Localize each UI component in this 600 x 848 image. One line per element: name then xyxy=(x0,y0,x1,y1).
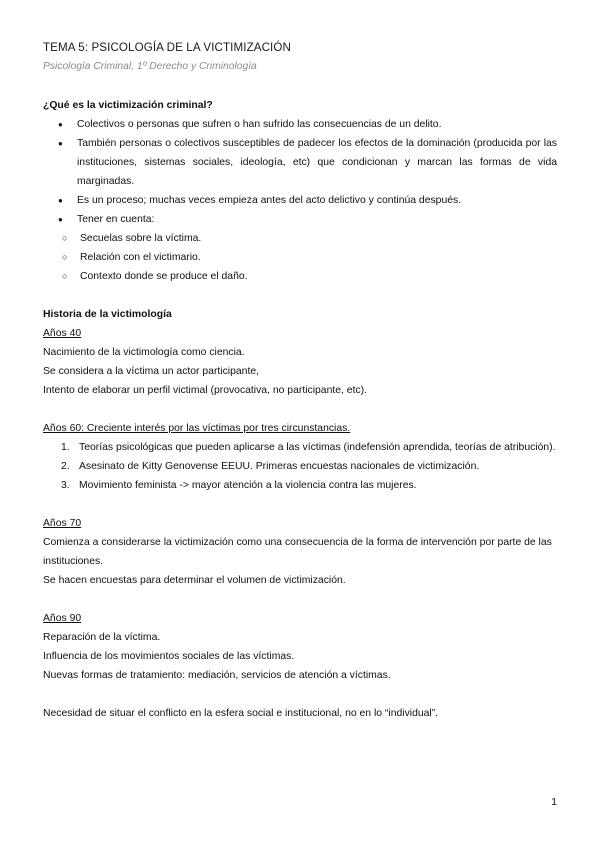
paragraph-line: Comienza a considerarse la victimización como una consecuencia de la forma de intervención por parte de las instituciones. xyxy=(43,537,552,567)
paragraph-line: Nacimiento de la victimología como ciencia. xyxy=(43,347,245,358)
paragraph-line: Influencia de los movimientos sociales de las víctimas. xyxy=(43,651,295,662)
item-number: 2. xyxy=(61,461,70,472)
document-title: TEMA 5: PSICOLOGÍA DE LA VICTIMIZACIÓN xyxy=(43,41,291,54)
section-heading-victimization: ¿Qué es la victimización criminal? xyxy=(43,100,213,111)
period-heading-40s: Años 40 xyxy=(43,328,82,339)
paragraph-line: Nuevas formas de tratamiento: mediación, servicios de atención a víctimas. xyxy=(43,670,391,681)
page-number: 1 xyxy=(551,797,557,808)
document-body xyxy=(43,96,557,723)
numbered-list xyxy=(43,438,557,495)
bullet-list xyxy=(43,115,557,229)
paragraph-line: Se considera a la víctima un actor participante, xyxy=(43,366,260,377)
period-heading-70s: Años 70 xyxy=(43,518,82,529)
item-number: 3. xyxy=(61,480,70,491)
item-text: Asesinato de Kitty Genovense EEUU. Primeras encuestas nacionales de victimización. xyxy=(79,461,480,472)
list-item: ● Tener en cuenta: xyxy=(77,210,557,229)
list-item: ○ Secuelas sobre la víctima. xyxy=(80,229,557,248)
document-subtitle: Psicología Criminal, 1º Derecho y Criminología xyxy=(43,61,257,72)
item-number: 1. xyxy=(61,442,70,453)
section-heading-history: Historia de la victimología xyxy=(43,309,172,320)
paragraph-line: Reparación de la víctima. xyxy=(43,632,161,643)
list-item xyxy=(61,457,557,476)
paragraph-line: Intento de elaborar un perfil victimal (provocativa, no participante, etc). xyxy=(43,385,368,396)
list-item xyxy=(61,438,557,457)
closing-paragraph: Necesidad de situar el conflicto en la esfera social e institucional, no en lo “individual”. xyxy=(43,708,439,719)
sub-bullet-list xyxy=(43,229,557,286)
list-item: ● Colectivos o personas que sufren o han sufrido las consecuencias de un delito. xyxy=(77,115,557,134)
paragraph-line: Se hacen encuestas para determinar el volumen de victimización. xyxy=(43,575,346,586)
period-heading-90s: Años 90 xyxy=(43,613,82,624)
list-item: ● También personas o colectivos susceptibles de padecer los efectos de la dominación (producida por las instituciones, sistemas sociales, ideología, etc) que condicionan y marcan las formas de vida marginadas. xyxy=(77,134,557,191)
list-item: ○ Relación con el victimario. xyxy=(80,248,557,267)
item-text: Movimiento feminista -> mayor atención a la violencia contra las mujeres. xyxy=(79,480,417,491)
period-heading-60s: Años 60: Creciente interés por las víctimas por tres circunstancias. xyxy=(43,423,351,434)
list-item xyxy=(61,476,557,495)
list-item: ● Es un proceso; muchas veces empieza antes del acto delictivo y continúa después. xyxy=(77,191,557,210)
list-item: ○ Contexto donde se produce el daño. xyxy=(80,267,557,286)
item-text: Teorías psicológicas que pueden aplicarse a las víctimas (indefensión aprendida, teorías de atribución). xyxy=(79,442,556,453)
